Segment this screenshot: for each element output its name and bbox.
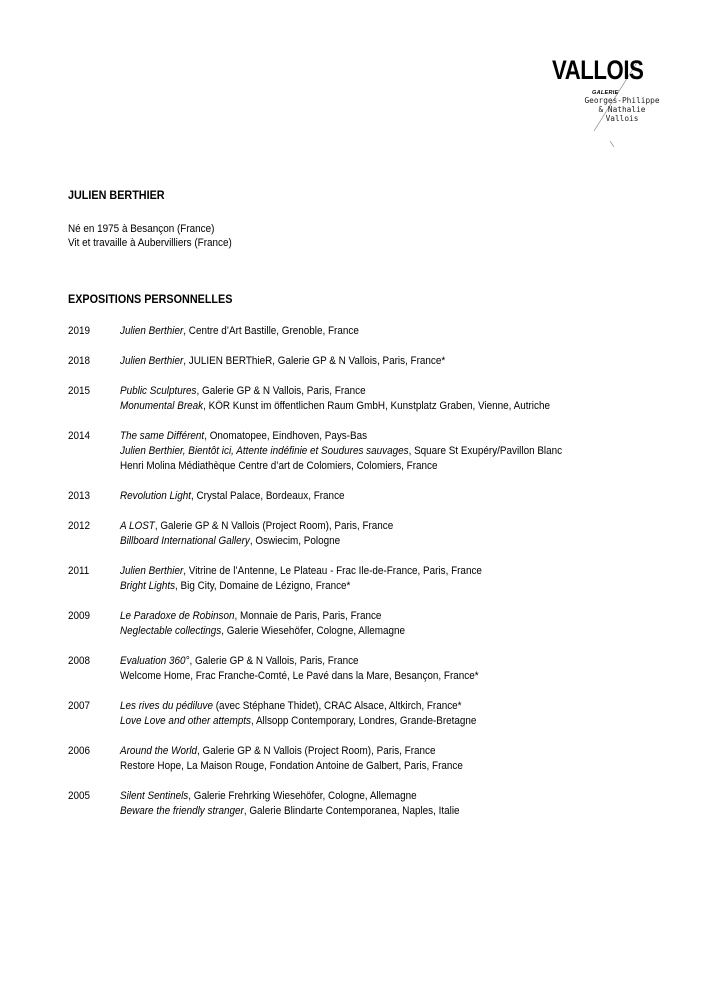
exhibition-line	[120, 444, 631, 459]
exhibition-details: , Galerie Frehrking Wiesehöfer, Cologne, Allemagne	[188, 790, 417, 802]
exhibition-year	[68, 354, 120, 369]
exhibition-year	[68, 744, 120, 774]
exhibition-title: Julien Berthier	[120, 325, 184, 337]
exhibition-lines	[120, 564, 688, 594]
exhibition-title: Evaluation 360°	[120, 655, 190, 667]
exhibition-entry	[68, 744, 688, 774]
exhibition-details: , Galerie GP & N Vallois, Paris, France	[189, 655, 359, 667]
bio-line: Vit et travaille à Aubervilliers (France)	[68, 237, 232, 249]
logo-wordmark: VALLOIS	[552, 55, 644, 85]
exhibition-line	[120, 519, 631, 534]
exhibition-list	[68, 324, 688, 819]
exhibition-year-text: 2005	[68, 790, 91, 802]
exhibition-line	[120, 624, 631, 639]
exhibition-details: , Oswiecim, Pologne	[249, 535, 341, 547]
exhibition-details: , Big City, Domaine de Lézigno, France*	[175, 580, 351, 592]
exhibition-entry	[68, 489, 688, 504]
exhibition-title: Neglectable collectings	[120, 625, 222, 637]
exhibition-year	[68, 429, 120, 474]
exhibition-line	[120, 459, 631, 474]
exhibition-lines	[120, 789, 688, 819]
bio-line: Né en 1975 à Besançon (France)	[68, 223, 215, 235]
exhibition-lines	[120, 354, 688, 369]
exhibition-year	[68, 789, 120, 819]
exhibition-line	[120, 804, 631, 819]
exhibition-details: Henri Molina Médiathèque Centre d’art de Colomiers, Colomiers, France	[120, 460, 438, 472]
exhibition-details: Restore Hope, La Maison Rouge, Fondation Antoine de Galbert, Paris, France	[120, 760, 463, 772]
exhibition-line	[120, 714, 631, 729]
exhibition-year-text: 2006	[68, 745, 91, 757]
exhibition-lines	[120, 429, 688, 474]
exhibition-line	[120, 384, 631, 399]
artist-name: JULIEN BERTHIER	[68, 188, 165, 202]
exhibition-title: Revolution Light	[120, 490, 192, 502]
exhibition-entry	[68, 429, 688, 474]
exhibition-details: , JULIEN BERThieR, Galerie GP & N Vallois, Paris, France*	[183, 355, 446, 367]
exhibition-title: Silent Sentinels	[120, 790, 189, 802]
exhibition-year	[68, 489, 120, 504]
exhibition-line	[120, 354, 631, 369]
exhibition-title: Julien Berthier	[120, 355, 184, 367]
exhibition-entry	[68, 654, 688, 684]
exhibition-lines	[120, 699, 688, 729]
exhibition-year-text: 2009	[68, 610, 91, 622]
exhibition-lines	[120, 519, 688, 549]
exhibition-title: A LOST	[120, 520, 155, 532]
exhibition-year-text: 2013	[68, 490, 91, 502]
artist-bio	[68, 222, 250, 250]
exhibition-entry	[68, 564, 688, 594]
exhibition-year	[68, 384, 120, 414]
exhibition-title: Les rives du pédiluve	[120, 700, 214, 712]
exhibition-lines	[120, 654, 688, 684]
exhibition-title: Around the World	[120, 745, 198, 757]
exhibition-entry	[68, 699, 688, 729]
exhibition-line	[120, 699, 631, 714]
exhibition-line	[120, 744, 631, 759]
exhibition-details: , Square St Exupéry/Pavillon Blanc	[408, 445, 563, 457]
exhibition-year	[68, 609, 120, 639]
exhibition-details: , Allsopp Contemporary, Londres, Grande-Bretagne	[250, 715, 477, 727]
exhibition-title: Billboard International Gallery	[120, 535, 250, 547]
exhibition-title: Le Paradoxe de Robinson	[120, 610, 235, 622]
exhibition-details: Welcome Home, Frac Franche-Comté, Le Pavé dans la Mare, Besançon, France*	[120, 670, 479, 682]
exhibition-line	[120, 759, 631, 774]
exhibition-title: Julien Berthier, Bientôt ici, Attente indéfinie et Soudures sauvages	[120, 445, 409, 457]
exhibition-line	[120, 399, 631, 414]
exhibition-year	[68, 519, 120, 549]
exhibition-lines	[120, 324, 688, 339]
exhibition-entry	[68, 789, 688, 819]
exhibition-year-text: 2012	[68, 520, 91, 532]
exhibition-line	[120, 579, 631, 594]
logo-name-line: Vallois	[605, 114, 639, 123]
exhibition-details: (avec Stéphane Thidet), CRAC Alsace, Altkirch, France*	[213, 700, 462, 712]
exhibition-title: Monumental Break	[120, 400, 204, 412]
exhibition-year-text: 2007	[68, 700, 91, 712]
exhibition-details: , Monnaie de Paris, Paris, France	[234, 610, 382, 622]
exhibition-year-text: 2014	[68, 430, 91, 442]
exhibition-line	[120, 564, 631, 579]
exhibition-line	[120, 429, 631, 444]
exhibition-line	[120, 789, 631, 804]
exhibition-year-text: 2008	[68, 655, 91, 667]
exhibition-details: , Galerie GP & N Vallois (Project Room), Paris, France	[154, 520, 394, 532]
exhibition-title: Public Sculptures	[120, 385, 197, 397]
exhibition-line	[120, 669, 631, 684]
exhibition-entry	[68, 384, 688, 414]
exhibition-line	[120, 489, 631, 504]
exhibition-details: , Vitrine de l’Antenne, Le Plateau - Frac Ile-de-France, Paris, France	[183, 565, 482, 577]
exhibition-title: Bright Lights	[120, 580, 176, 592]
exhibition-year-text: 2019	[68, 325, 91, 337]
exhibition-year	[68, 564, 120, 594]
logo-name-line: Georges-Philippe	[584, 96, 660, 105]
exhibition-title: Love Love and other attempts	[120, 715, 251, 727]
logo-gallerist-names	[582, 96, 662, 123]
exhibition-entry	[68, 519, 688, 549]
exhibition-details: , Onomatopee, Eindhoven, Pays-Bas	[204, 430, 368, 442]
exhibition-year-text: 2015	[68, 385, 91, 397]
exhibition-year	[68, 654, 120, 684]
exhibition-year	[68, 699, 120, 729]
section-title: EXPOSITIONS PERSONNELLES	[68, 292, 233, 306]
exhibition-title: The same Différent	[120, 430, 205, 442]
exhibition-details: , Galerie GP & N Vallois (Project Room), Paris, France	[197, 745, 436, 757]
exhibition-year-text: 2018	[68, 355, 91, 367]
exhibition-details: , Crystal Palace, Bordeaux, France	[191, 490, 345, 502]
gallery-logo	[552, 55, 682, 150]
exhibition-line	[120, 609, 631, 624]
logo-galerie-label: GALERIE	[592, 90, 619, 96]
exhibition-details: , KÖR Kunst im öffentlichen Raum GmbH, Kunstplatz Graben, Vienne, Autriche	[203, 400, 550, 412]
exhibition-year	[68, 324, 120, 339]
exhibition-entry	[68, 609, 688, 639]
exhibition-lines	[120, 744, 688, 774]
exhibition-details: , Galerie Wiesehöfer, Cologne, Allemagne	[221, 625, 406, 637]
exhibition-lines	[120, 609, 688, 639]
exhibition-details: , Galerie GP & N Vallois, Paris, France	[196, 385, 366, 397]
exhibition-lines	[120, 384, 688, 414]
exhibition-details: , Centre d’Art Bastille, Grenoble, France	[183, 325, 359, 337]
exhibition-entry	[68, 324, 688, 339]
exhibition-line	[120, 654, 631, 669]
exhibition-lines	[120, 489, 688, 504]
exhibition-year-text: 2011	[68, 565, 90, 577]
exhibition-line	[120, 324, 631, 339]
exhibition-title: Julien Berthier	[120, 565, 184, 577]
exhibition-title: Beware the friendly stranger	[120, 805, 244, 817]
exhibition-line	[120, 534, 631, 549]
logo-name-line: & Nathalie	[598, 105, 646, 114]
exhibition-entry	[68, 354, 688, 369]
exhibition-details: , Galerie Blindarte Contemporanea, Naples, Italie	[243, 805, 460, 817]
